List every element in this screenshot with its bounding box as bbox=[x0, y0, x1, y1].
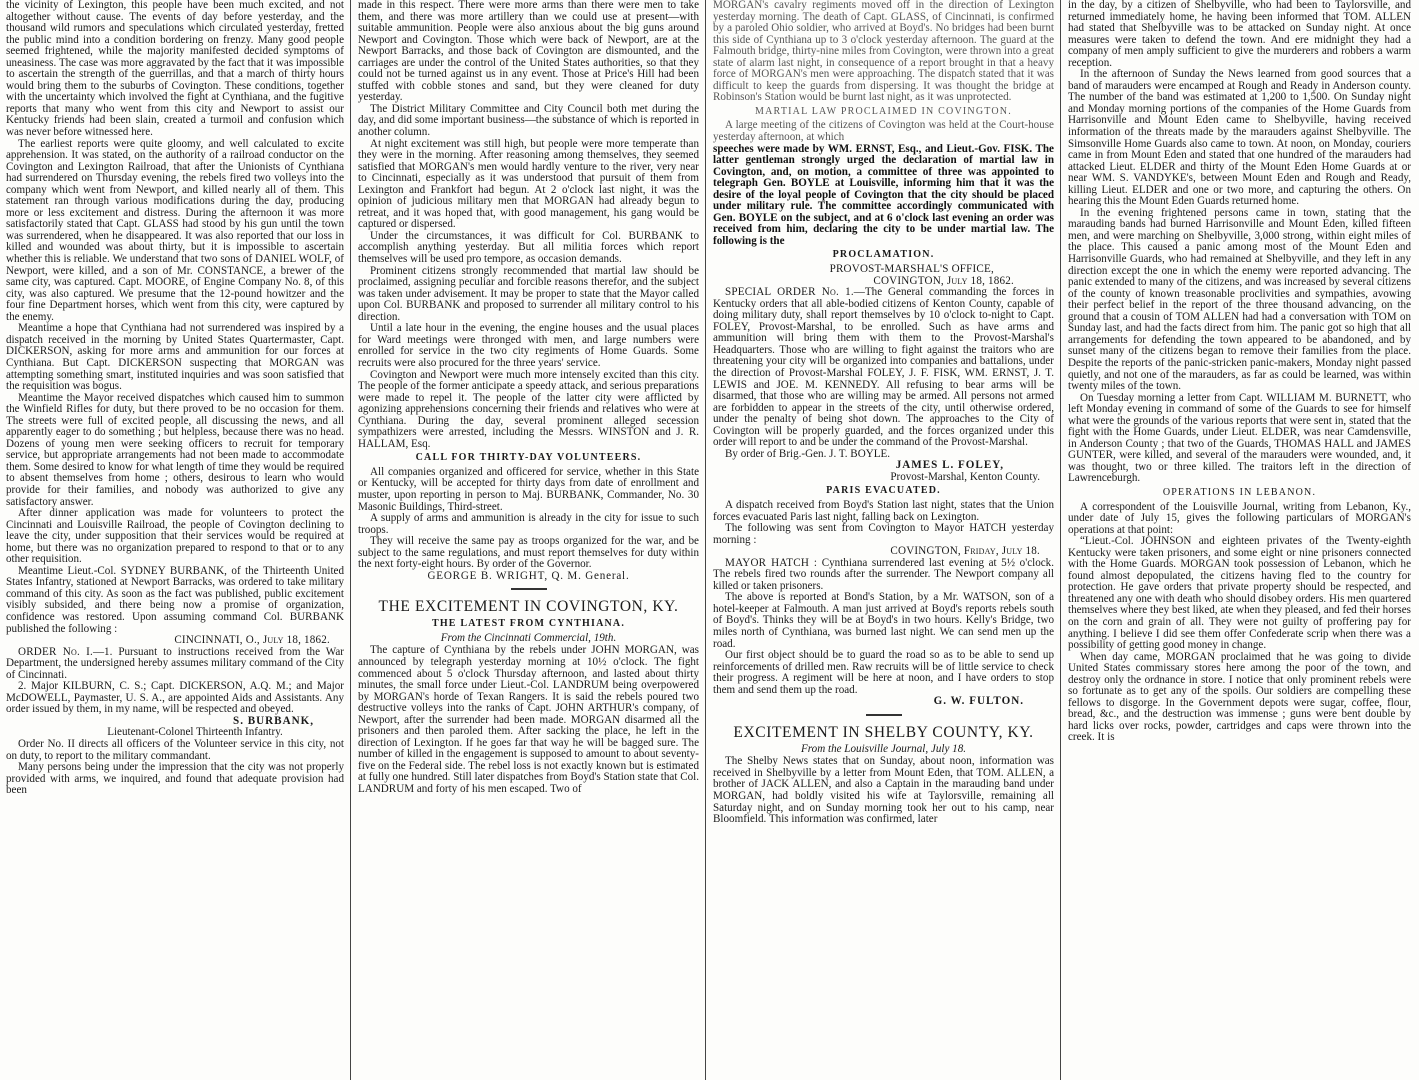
column-divider bbox=[350, 0, 351, 1080]
hatch-label: MAYOR HATCH : bbox=[725, 556, 818, 569]
covington-dateline: COVINGTON, Friday, July 18. bbox=[890, 545, 1040, 558]
cynthiana-subhead: THE LATEST FROM CYNTHIANA. bbox=[431, 618, 626, 630]
column-1 bbox=[0, 0, 352, 1080]
col4-paragraph-6: “Lieut.-Col. JOHNSON and eighteen privates of the Twenty-eighth Kentucky were taken prisoners, and some eight or nine prisoners connected with the Home Guards. MORGAN took possession of Lebanon, which he found almost depopulated, the citizens having fled to the country for protection. He gave orders that private property should be respected, and threatened any one with death who should disobey orders. His men quartered themselves where they best liked, ate when they pleased, and fed their horses on the corn and grain of all. They were not guilty of proffering pay for anything. I believe I did see them offer Confederate scrip when there was a possibility of getting good money in change. bbox=[1068, 535, 1411, 652]
column-3 bbox=[707, 0, 1062, 1080]
col3-paragraph-3: A dispatch received from Boyd's Station last night, states that the Union forces evacuated Paris last night, falling back on Lexington. bbox=[713, 498, 1054, 523]
col4-paragraph-4: On Tuesday morning a letter from Capt. WILLIAM M. BURNETT, who left Monday evening in command of some of the Guards to see for himself what were the grounds of the various reports that were sent in, stated that the fight with the Home Guards, under Lieut. ELDER, was near Camdensville, in Anderson County ; that two of the Guards, THOMAS HALL and JAMES GUNTER, were killed, and several of the marauders were wounded, and, it was thought, two or three killed. The traitors left in the direction of Lawrenceburgh. bbox=[1068, 391, 1411, 485]
paris-evacuated-heading: PARIS EVACUATED. bbox=[826, 485, 941, 497]
col3-paragraph-1: MORGAN's cavalry regiments moved off in the direction of Lexington yesterday morning. The death of Capt. GLASS, of Cincinnati, is confirmed by a paroled Ohio soldier, who arrived at Boyd's. No bridges had been burnt this side of Cynthiana up to 3 o'clock yesterday afternoon. The guard at the Falmouth bridge, thirty-nine miles from Covington, were thrown into a great state of alarm last night, in consequence of a report brought in that a heavy force of MORGAN's men were approaching. The dispatch stated that it was difficult to keep the guards from dispersing. It was thought the bridge at Robinson's Station would be burnt last night, as it was unprotected. bbox=[713, 0, 1054, 104]
mayor-hatch-telegram bbox=[713, 558, 1054, 593]
section-divider bbox=[866, 714, 902, 716]
col3-paragraph-2b: speeches were made by WM. ERNST, Esq., and Lieut.-Gov. FISK. The latter gentleman strongly urged the declaration of martial law in Covington, and, on motion, a committee of three was appointed to telegraph Gen. BOYLE at Louisville, informing him that it was the desire of the loyal people of Covington that the city should be placed under military rule. The committee accordingly communicated with Gen. BOYLE on the subject, and at 6 o'clock last evening an order was received from him, declaring the city to be under martial law. The following is the bbox=[713, 142, 1054, 247]
martial-law-heading: MARTIAL LAW PROCLAIMED IN COVINGTON. bbox=[755, 105, 1012, 117]
col3-paragraph-6: Our first object should be to guard the road so as to be able to send up reinforcements of drilled men. Raw recruits will be of little service to check their progress. A regiment will be here at noon, and I have orders to stop them and send them up the road. bbox=[713, 649, 1054, 696]
col2-paragraph-1: made in this respect. There were more arms than there were men to take them, and there was more artillery than we could use at present—with suitable ammunition. People were also anxious about the big guns around Newport and Covington. Those which were back of Newport, are at the Newport Barracks, and those back of Covington are dismounted, and the carriages are under the control of the United States authorities, so that they could not be turned against us in any event. Those at Price's Hill had been stuffed with cobble stones and sand, but they were cleaned for duty yesterday. bbox=[358, 0, 699, 104]
call-paragraph-1: All companies organized and officered for service, whether in this State or Kentucky, will be accepted for thirty days from date of enrollment and muster, upon reporting in person to Maj. BURBANK, Commander, No. 30 Masonic Buildings, Third-street. bbox=[358, 465, 699, 513]
col1-paragraph-2: The earliest reports were quite gloomy, and well calculated to excite apprehension. It was stated, on the authority of a railroad conductor on the Covington and Lexington Railroad, that after the Unionists of Cynthiana had surrendered on Thursday evening, the rebels fired two volleys into the company which went from Newport, and killed nearly all of them. This statement ran through various modifications during the day, producing more or less excitement and distress. During the afternoon it was more satisfactorily stated that Capt. GLASS had stood by his gun until the town was surrendered, when he disappeared. It was also reported that our loss in killed and wounded was about thirty, but it is impossible to ascertain whether this is reliable. We understand that two sons of DANIEL WOLF, of Newport, were killed, and a son of Mr. CONSTANCE, a brewer of the same city, was captured. Capt. MOORE, of Engine Company No. 8, of this city, was also captured. We presume that the 12-pound howitzer and the four fine Department horses, which went from this city, were captured by the enemy. bbox=[6, 137, 344, 323]
shelby-headline: EXCITEMENT IN SHELBY COUNTY, KY. bbox=[733, 723, 1034, 741]
col1-order-2: Order No. II directs all officers of the Volunteer service in this city, not on duty, to report to the military commandant. bbox=[6, 738, 344, 762]
call-for-volunteers-heading: CALL FOR THIRTY-DAY VOLUNTEERS. bbox=[415, 452, 642, 464]
col1-dateline: CINCINNATI, O., July 18, 1862. bbox=[174, 634, 330, 647]
col2-paragraph-2: The District Military Committee and City Council both met during the day, and did some important business—the substance of which is reported in another column. bbox=[358, 102, 699, 139]
col2-paragraph-6: Until a late hour in the evening, the engine houses and the usual places for Ward meetings were thronged with men, and large numbers were enrolled for service in the two city regiments of Home Guards. Some recruits were also procured for the three years' service. bbox=[358, 322, 699, 369]
provost-date-line: COVINGTON, July 18, 1862. bbox=[873, 274, 1014, 287]
col3-paragraph-5: The above is reported at Bond's Station, by a Mr. WATSON, son of a hotel-keeper at Falmouth. A man just arrived at Boyd's reports rebels south of Boyd's. Thinks they will be at Boyd's in two hours. Kelly's Bridge, two miles north of Cynthiana, was burned last night. We can send men up the road. bbox=[713, 591, 1054, 650]
call-paragraph-2: A supply of arms and ammunition is already in the city for issue to such troops. bbox=[358, 512, 699, 536]
order-1-label: ORDER No. I. bbox=[18, 645, 93, 658]
col1-paragraph-3: Meantime a hope that Cynthiana had not surrendered was inspired by a dispatch received in the morning by United States Quartermaster, Capt. DICKERSON, asking for more arms and ammunition for our forces at Cynthiana. But Capt. DICKERSON suspecting that MORGAN was attempting something smart, instituted inquiries and was soon satisfied that the requisition was bogus. bbox=[6, 322, 344, 393]
col1-paragraph-5: After dinner application was made for volunteers to protect the Cincinnati and Louisville Railroad, the people of Covington declining to leave the city, under supposition that their services would be required at home, but there was no organization prepared to respond to that or to any other requisition. bbox=[6, 507, 344, 566]
col4-paragraph-3: In the evening frightened persons came in town, stating that the marauding bands had burned Harrisonville and Mount Eden, killed fifteen men, and were marching on Shelbyville, 3,000 strong, within eight miles of the place. This caused a panic among most of the Mount Eden and Harrisonville Guards, who had remained at Shelbyville, and they left in any direction except the one in which the enemy were reported advancing. The panic extended to many of the citizens, and was increased by several citizens of the county of known treasonable proclivities and sympathies, avowing their perfect belief in the report of the three thousand advancing, on the ground that a cousin of TOM ALLEN had had a conversation with TOM on Sunday last, and had the facts direct from him. The panic got so high that all arrangements for defending the town appeared to be abandoned, and by sunset many of the citizens began to remove their families from the place. Despite the reports of the panic-stricken panic-makers, Monday night passed quietly, and not one of the marauders, as far as could be learned, was within twenty miles of the town. bbox=[1068, 206, 1411, 393]
provost-office-line: PROVOST-MARSHAL'S OFFICE, bbox=[829, 263, 994, 276]
commercial-source-line: From the Cincinnati Commercial, 19th. bbox=[440, 631, 617, 644]
burbank-signature-name: S. BURBANK, bbox=[233, 714, 314, 727]
col1-paragraph-7: Many persons being under the impression that the city was not properly provided with arms, we inquired, and found that adequate provision had been bbox=[6, 761, 344, 797]
col3-paragraph-7: The Shelby News states that on Sunday, about noon, information was received in Shelbyville by a letter from Mount Eden, that TOM. ALLEN, a brother of JACK ALLEN, and also a Captain in the marauding band under MORGAN, had boldly visited his wife at Taylorsville, remaining all Saturday night, and on Sunday morning took her out to his camp, near Bloomfield. This information was confirmed, later bbox=[713, 755, 1054, 826]
col3-paragraph-4: The following was sent from Covington to Mayor HATCH yesterday morning : bbox=[713, 522, 1054, 546]
col2-paragraph-7: Covington and Newport were much more intensely excited than this city. The people of the former anticipate a speedy attack, and serious preparations were made to repel it. The people of the latter city were afflicted by agonizing apprehensions concerning their friends and relatives who were at Cynthiana. During the day, several prominent alleged secession sympathizers were arrested, including the Messrs. WINSTON and J. R. HALLAM, Esq. bbox=[358, 368, 699, 450]
col1-order-1-item-2: 2. Major KILBURN, C. S.; Capt. DICKERSON, A.Q. M.; and Major McDOWELL, Paymaster, U. S. A., are appointed Aids and Assistants. Any order issued by them, in my name, will be respected and obeyed. bbox=[6, 680, 344, 716]
col2-paragraph-8: The capture of Cynthiana by the rebels under JOHN MORGAN, was announced by telegraph yesterday morning at 10½ o'clock. The fight commenced about 5 o'clock Thursday afternoon, and lasted about thirty minutes, the small force under Lieut.-Col. LANDRUM being overpowered by MORGAN's horde of Texan Rangers. It is said the rebels poured two destructive volleys into the ranks of Capt. JOHN ARTHUR's company, of Newport, after the surrender had been made. MORGAN disarmed all the prisoners and then paroled them. After sacking the place, he left in the direction of Lexington. If he goes far that way he will be bagged sure. The number of killed in the engagement is supposed to amount to about seventy-five on the Federal side. The rebel loss is not exactly known but is estimated at fully one hundred. Still later dispatches from Boyd's Station state that Col. LANDRUM and forty of his men escaped. Two of bbox=[358, 644, 699, 795]
col4-paragraph-5: A correspondent of the Louisville Journal, writing from Lebanon, Ky., under date of July 15, gives the following particulars of MORGAN's operations at that point: bbox=[1068, 500, 1411, 536]
by-order-line: By order of Brig.-Gen. J. T. BOYLE. bbox=[725, 447, 891, 460]
col4-paragraph-7: When day came, MORGAN proclaimed that he was going to divide United States commissary stores here among the poor of the town, and destroy only the ordnance in store. I notice that only prominent rebels were so fortunate as to get any of the spoils. Our soldiers are compelling these fellows to disgorge. In the Government depots were sugar, coffee, flour, bread, &c., and the destruction was immense ; guns were bent double by hard licks over rocks, powder, cartridges and caps were thrown into the creek. It is bbox=[1068, 650, 1411, 744]
col1-paragraph-4: Meantime the Mayor received dispatches which caused him to summon the Winfield Rifles for duty, but there proved to be no occasion for them. The streets were full of excited people, all discussing the news, and all apparently eager to do something ; but helpless, because there was no head. Dozens of young men were seeking officers to recruit for temporary service, but appropriate arrangements had not been made to accommodate them. Some desired to know for what length of time they would be required to absent themselves from home ; others, desirous to learn who would provide for their families, and nobody was authorized to give any satisfactory answer. bbox=[6, 391, 344, 508]
column-2 bbox=[352, 0, 707, 1080]
column-divider bbox=[1060, 0, 1061, 1080]
col1-paragraph-6: Meantime Lieut.-Col. SYDNEY BURBANK, of the Thirteenth United States Infantry, stationed at Newport Barracks, was ordered to take military command of this city. As soon as the fact was published, public excitement visibly subsided, and there being now a promise of organization, confidence was restored. Upon assuming command Col. BURBANK published the following : bbox=[6, 564, 344, 635]
foley-signature-title: Provost-Marshal, Kenton County. bbox=[890, 470, 1040, 483]
col2-paragraph-5: Prominent citizens strongly recommended that martial law should be proclaimed, assigning peculiar and forcible reasons therefor, and the subject was taken under advisement. It may be proper to state that the Mayor called upon Col. BURBANK and proposed to surrender all military control to his direction. bbox=[358, 264, 699, 323]
lebanon-heading: OPERATIONS IN LEBANON. bbox=[1162, 486, 1317, 498]
journal-source-line: From the Louisville Journal, July 18. bbox=[800, 742, 967, 755]
column-4 bbox=[1062, 0, 1419, 1080]
col3-paragraph-2a: A large meeting of the citizens of Covington was held at the Court-house yesterday afternoon, at which bbox=[713, 119, 1054, 144]
hatch-text: Cynthiana surrendered last evening at 5½ o'clock. The rebels fired two rounds after the surrender. The Newport company all killed or taken prisoners. bbox=[713, 556, 1054, 592]
call-paragraph-3: They will receive the same pay as troops organized for the war, and be subject to the same regulations, and must report themselves for duty within the next forty-eight hours. By order of the Governor. bbox=[358, 535, 699, 571]
fulton-signature: G. W. FULTON. bbox=[933, 695, 1024, 708]
col4-paragraph-2: In the afternoon of Sunday the News learned from good sources that a band of marauders were encamped at Rough and Ready in Anderson county. The number of the band was estimated at 1,200 to 1,500. On Sunday night and Monday morning portions of the companies of the Home Guards from Harrisonville and Mount Eden came to Shelbyville, having received information of the threats made by the marauders against Shelbyville. The Simsonville Home Guards also came to town. At noon, on Monday, couriers came in from Mount Eden and stated that one hundred of the marauders had attacked Lieut. ELDER and thirty of the Mount Eden Home Guards at or near WM. S. VANDYKE's, between Mount Eden and Rough and Ready, killing Lieut. ELDER and one or two more, and capturing the others. On hearing this the Mount Eden Guards returned home. bbox=[1068, 68, 1411, 208]
order-1-text: —1. Pursuant to instructions received from the War Department, the undersigned hereby assumes military command of the City of Cincinnati. bbox=[6, 645, 344, 681]
special-order bbox=[713, 287, 1054, 449]
col1-order-1 bbox=[6, 647, 344, 682]
col2-paragraph-4: Under the circumstances, it was difficult for Col. BURBANK to accomplish anything yesterday. But all militia forces which report themselves will be used pro tempore, as occasion demands. bbox=[358, 229, 699, 266]
wright-signature: GEORGE B. WRIGHT, Q. M. General. bbox=[427, 569, 630, 582]
covington-headline: THE EXCITEMENT IN COVINGTON, KY. bbox=[378, 598, 679, 616]
col2-paragraph-3: At night excitement was still high, but people were more temperate than they were in the morning. After reasoning among themselves, they seemed satisfied that MORGAN's men would hardly venture to the river, very near to Cincinnati, especially as it was understood that pursuit of them from Lexington and Frankfort had begun. At 2 o'clock last night, it was the opinion of judicious military men that MORGAN had already begun to retreat, and it was hoped that, with good management, his gang would be captured or dispersed. bbox=[358, 137, 699, 231]
special-order-text: —The General commanding the forces in Kentucky orders that all able-bodied citizens of Kenton County, capable of doing military duty, shall report themselves by 10 o'clock to-night to Capt. FOLEY, Provost-Marshal, to be enrolled. Such as have arms and ammunition will bring them with them to the Provost-Marshal's Headquarters. Those who are willing to fight against the traitors who are threatening your city will be organized into companies and battalions, under the direction of Provost-Marshal FOLEY, J. F. FISK, WM. ERNST, J. T. LEWIS and JOE. M. KENNEDY. All refusing to bear arms will be disarmed, that those who are willing may be armed. All persons not armed are forbidden to appear in the streets of the city, until otherwise ordered, under the penalty of being shot down. The approaches to the City of Covington will be properly guarded, and the forces organized under this order will report to and be under the command of the Provost-Marshal. bbox=[713, 286, 1054, 449]
foley-signature-name: JAMES L. FOLEY, bbox=[895, 459, 1004, 472]
proclamation-heading: PROCLAMATION. bbox=[832, 249, 935, 261]
special-order-label: SPECIAL ORDER No. 1. bbox=[725, 286, 854, 299]
section-divider bbox=[511, 588, 547, 590]
col4-paragraph-1: in the day, by a citizen of Shelbyville, who had been to Taylorsville, and returned immediately home, he having been informed that TOM. ALLEN had stated that Shelbyville was to be attacked on Sunday night. At once measures were taken to defend the town. And ere midnight they had a company of men amply sufficient to give the murderers and robbers a warm reception. bbox=[1068, 0, 1411, 69]
column-divider bbox=[705, 0, 706, 1080]
col1-paragraph-1: the vicinity of Lexington, this people have been much excited, and not altogether without cause. The events of day before yesterday, and the thousand wild rumors and speculations which circulated yesterday, fretted the public mind into a condition bordering on frenzy. Many good people seemed frightened, while the majority manifested decided symptoms of uneasiness. The case was more aggravated by the fact that it was impossible to ascertain the strength of the guerrillas, and that a march of thirty hours would bring them to the suburbs of Covington. These conditions, together with the uncertainty which involved the fight at Cynthiana, and the fugitive reports that many who went from this city and Newport to assist our Kentucky friends had been slain, created a turmoil and confusion which was never before witnessed here. bbox=[6, 0, 344, 139]
burbank-signature-title: Lieutenant-Colonel Thirteenth Infantry. bbox=[107, 726, 283, 739]
